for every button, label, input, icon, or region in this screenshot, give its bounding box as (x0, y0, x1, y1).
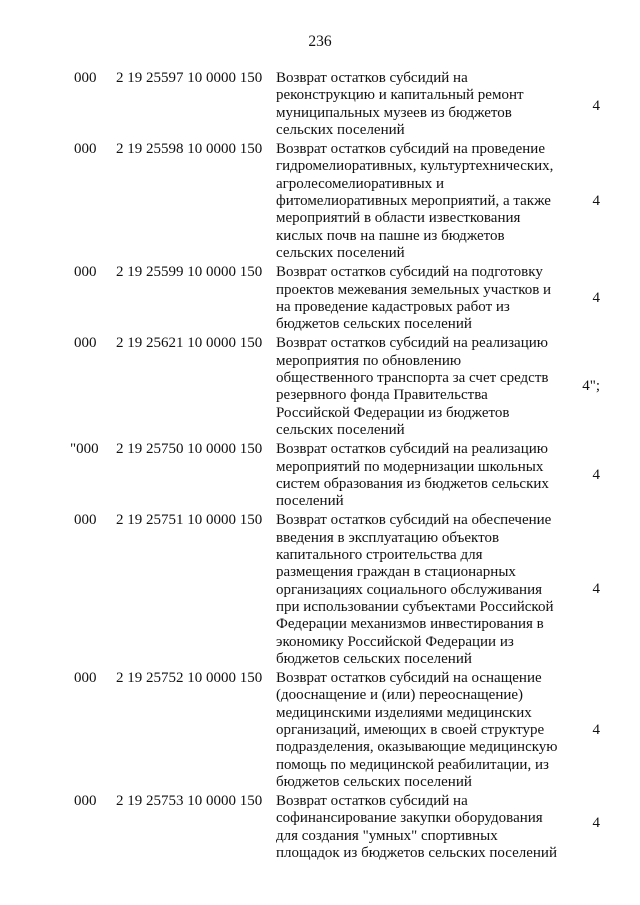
admin-code: "000 (70, 441, 99, 458)
admin-code: 000 (74, 141, 97, 158)
description-line: гидромелиоративных, культуртехнических, (276, 158, 554, 175)
description-line: систем образования из бюджетов сельских (276, 475, 549, 492)
description-line: капитального строительства для (276, 547, 483, 564)
description-line: подразделения, оказывающие медицинскую (276, 739, 558, 756)
description-line: бюджетов сельских поселений (276, 773, 472, 790)
description-line: Возврат остатков субсидий на реализацию (276, 441, 548, 458)
description-line: при использовании субъектами Российской (276, 598, 554, 615)
description-line: поселений (276, 493, 344, 510)
row-description (276, 141, 558, 262)
budget-classification-code: 2 19 25599 10 0000 150 (116, 264, 263, 281)
budget-classification-code: 2 19 25597 10 0000 150 (116, 70, 263, 86)
description-line: мероприятий в области известкования (276, 210, 521, 227)
description-line: Возврат остатков субсидий на реализацию (276, 335, 548, 352)
description-line: резервного фонда Правительства (276, 387, 488, 404)
description-line: Возврат остатков субсидий на (276, 70, 468, 86)
description-line: мероприятий по модернизации школьных (276, 458, 544, 475)
description-line: сельских поселений (276, 244, 405, 261)
budget-classification-code: 2 19 25751 10 0000 150 (116, 512, 263, 529)
row-description (276, 670, 558, 791)
row-amount: 4 (592, 193, 600, 210)
description-line: площадок из бюджетов сельских поселений (276, 845, 557, 862)
admin-code: 000 (74, 793, 97, 810)
row-description (276, 264, 558, 333)
admin-code: 000 (74, 335, 97, 352)
row-description (276, 70, 558, 139)
description-line: общественного транспорта за счет средств (276, 370, 549, 387)
description-line: Федерации механизмов инвестирования в (276, 616, 544, 633)
description-line: муниципальных музеев из бюджетов (276, 104, 512, 121)
description-line: организаций, имеющих в своей структуре (276, 721, 545, 738)
description-line: Возврат остатков субсидий на обеспечение (276, 512, 552, 529)
description-line: Возврат остатков субсидий на (276, 793, 468, 810)
description-line: Возврат остатков субсидий на подготовку (276, 264, 543, 281)
row-amount: 4 (592, 581, 600, 598)
description-line: помощь по медицинской реабилитации, из (276, 756, 549, 773)
description-line: Возврат остатков субсидий на оснащение (276, 670, 542, 687)
description-line: введения в эксплуатацию объектов (276, 529, 500, 546)
description-line: бюджетов сельских поселений (276, 316, 472, 333)
budget-classification-code: 2 19 25752 10 0000 150 (116, 670, 263, 687)
admin-code: 000 (74, 70, 97, 86)
table-row (0, 793, 640, 862)
row-amount: 4 (592, 722, 600, 739)
budget-classification-code: 2 19 25750 10 0000 150 (116, 441, 263, 458)
description-line: организациях социального обслуживания (276, 581, 543, 598)
budget-classification-code: 2 19 25621 10 0000 150 (116, 335, 263, 352)
description-line: фитомелиоративных мероприятий, а также (276, 193, 551, 210)
admin-code: 000 (74, 264, 97, 281)
description-line: кислых почв на пашне из бюджетов (276, 227, 505, 244)
description-line: проектов межевания земельных участков и (276, 281, 552, 298)
description-line: бюджетов сельских поселений (276, 650, 472, 667)
description-line: на проведение кадастровых работ из (276, 298, 510, 315)
description-line: размещения граждан в стационарных (276, 564, 516, 581)
row-amount: 4"; (582, 378, 600, 395)
budget-codes-table (0, 70, 640, 864)
description-line: сельских поселений (276, 121, 405, 138)
description-line: медицинскими изделиями медицинских (276, 704, 532, 721)
description-line: мероприятия по обновлению (276, 352, 462, 369)
admin-code: 000 (74, 670, 97, 687)
table-row (0, 141, 640, 262)
row-amount: 4 (592, 467, 600, 484)
row-amount: 4 (592, 815, 600, 832)
description-line: Возврат остатков субсидий на проведение (276, 141, 545, 158)
row-description (276, 441, 558, 510)
budget-classification-code: 2 19 25598 10 0000 150 (116, 141, 263, 158)
description-line: для создания "умных" спортивных (276, 827, 498, 844)
description-line: софинансирование закупки оборудования (276, 810, 543, 827)
table-row (0, 335, 640, 439)
table-row (0, 70, 640, 139)
description-line: сельских поселений (276, 421, 405, 438)
row-amount: 4 (592, 98, 600, 114)
table-row (0, 512, 640, 668)
description-line: Российской Федерации из бюджетов (276, 404, 510, 421)
description-line: реконструкцию и капитальный ремонт (276, 87, 524, 104)
row-description (276, 512, 558, 668)
description-line: экономику Российской Федерации из (276, 633, 514, 650)
table-row (0, 670, 640, 791)
row-description (276, 793, 558, 862)
row-description (276, 335, 558, 439)
row-amount: 4 (592, 290, 600, 307)
page-number: 236 (308, 33, 332, 50)
budget-classification-code: 2 19 25753 10 0000 150 (116, 793, 263, 810)
table-row (0, 264, 640, 333)
admin-code: 000 (74, 512, 97, 529)
description-line: агролесомелиоративных и (276, 175, 444, 192)
table-row (0, 441, 640, 510)
description-line: (дооснащение и (или) переоснащение) (276, 687, 524, 704)
